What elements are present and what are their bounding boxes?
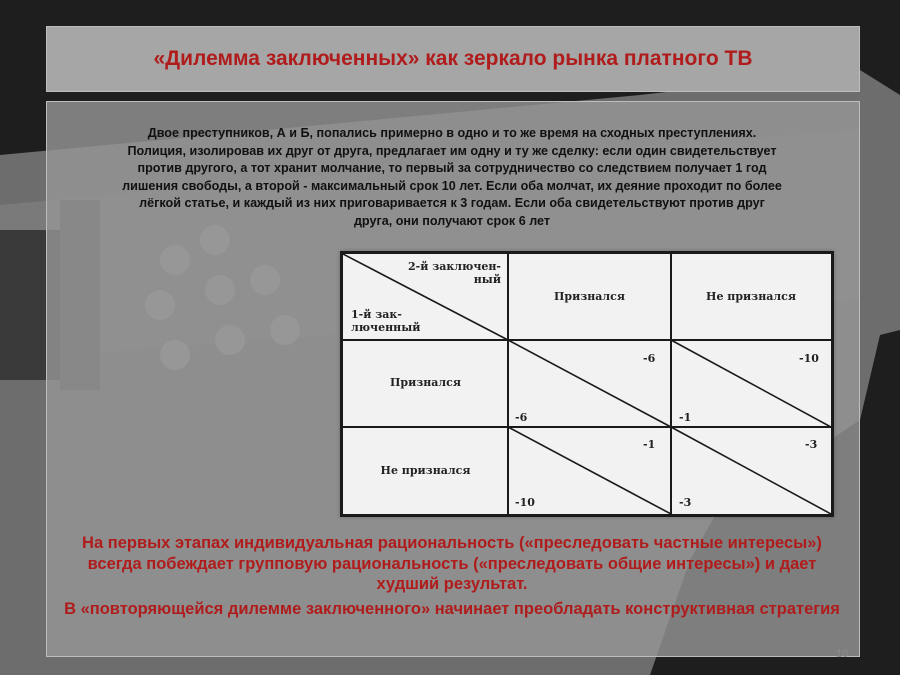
slide-title: «Дилемма заключенных» как зеркало рынка платного ТВ bbox=[153, 47, 753, 70]
intro-text bbox=[60, 125, 844, 231]
intro-line: лёгкой статье, и каждый из них приговаривается к 3 годам. Если оба свидетельствуют против друг bbox=[139, 196, 765, 211]
page-number: 10 bbox=[836, 648, 849, 660]
slide-title-panel bbox=[46, 26, 860, 92]
col-header-confessed: Признался bbox=[553, 290, 626, 303]
corner-top-line: ный bbox=[473, 273, 501, 286]
intro-line: Двое преступников, А и Б, попались примерно в одно и то же время на сходных преступлениях. bbox=[147, 126, 757, 140]
payoff-matrix bbox=[340, 251, 834, 517]
intro-line: лишения свободы, а второй - максимальный срок 10 лет. Если оба молчат, их деяние проходит по более bbox=[122, 178, 782, 193]
payoff-upper: -1 bbox=[643, 438, 656, 451]
intro-line: Полиция, изолировав их друг от друга, предлагает им одну и ту же сделку: если один свидетельствует bbox=[127, 143, 777, 158]
matrix-corner-bottom bbox=[351, 308, 420, 334]
corner-bottom-line: 1-й зак- bbox=[351, 308, 402, 321]
corner-bottom-line: люченный bbox=[351, 321, 421, 334]
conclusion-paragraph: На первых этапах индивидуальная рациональность («преследовать частные интересы») всегда побеждает групповую рациональность («преследовать общие интересы») и дает худший результат. bbox=[82, 534, 822, 593]
payoff-upper: -6 bbox=[643, 352, 656, 365]
payoff-lower: -6 bbox=[515, 411, 528, 424]
payoff-lower: -1 bbox=[679, 411, 692, 424]
intro-line: друга, они получают срок 6 лет bbox=[353, 213, 551, 228]
corner-top-line: 2-й заключен- bbox=[407, 260, 501, 273]
payoff-lower: -3 bbox=[679, 496, 692, 509]
intro-line: против другого, а тот хранит молчание, то первый за сотрудничество со следствием получает 1 год bbox=[137, 161, 767, 176]
row-header-confessed: Признался bbox=[389, 376, 462, 389]
payoff-upper: -10 bbox=[799, 352, 819, 365]
conclusion-text bbox=[60, 533, 844, 623]
matrix-corner-top bbox=[407, 260, 501, 286]
payoff-upper: -3 bbox=[805, 438, 818, 451]
payoff-lower: -10 bbox=[515, 496, 535, 509]
row-header-not-confessed: Не признался bbox=[380, 464, 471, 477]
col-header-not-confessed: Не признался bbox=[706, 290, 796, 303]
conclusion-paragraph: В «повторяющейся дилемме заключенного» начинает преобладать конструктивная стратегия bbox=[64, 599, 840, 618]
